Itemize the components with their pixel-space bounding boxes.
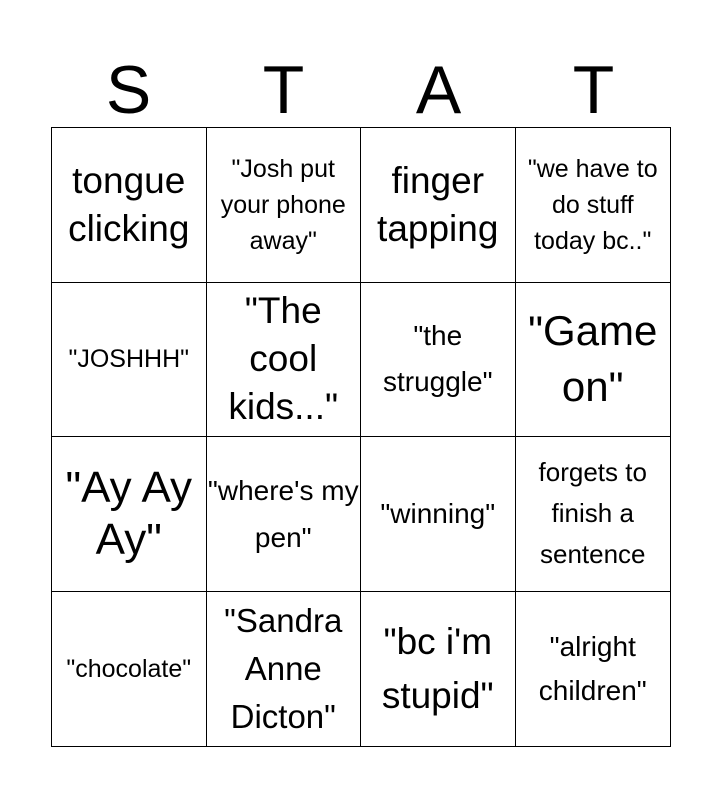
bingo-cell-text: "where's my pen" (207, 474, 359, 553)
bingo-cell[interactable] (207, 128, 362, 283)
bingo-cell[interactable] (516, 128, 671, 283)
bingo-cell[interactable] (361, 283, 516, 438)
bingo-cell-text: "bc i'm stupid" (381, 620, 494, 716)
bingo-cell-text: "Josh put your phone away" (220, 154, 346, 255)
bingo-cell[interactable] (516, 283, 671, 438)
bingo-cell-text: "Ay Ay Ay" (65, 462, 193, 564)
header-letter-t2: T (572, 52, 615, 128)
bingo-cell-text: finger tapping (377, 159, 499, 249)
bingo-cell-text: tongue clicking (68, 159, 190, 249)
bingo-cell-text: "JOSHHH" (68, 345, 190, 374)
bingo-cell[interactable] (516, 592, 671, 747)
bingo-cell[interactable] (207, 592, 362, 747)
header-letter-t: T (262, 52, 305, 128)
bingo-cell[interactable] (52, 437, 207, 592)
bingo-cell[interactable] (52, 128, 207, 283)
bingo-cell-text: "we have to do stuff today bc.." (527, 154, 658, 255)
bingo-board (51, 127, 671, 747)
bingo-cell-text: "alright children" (538, 630, 647, 706)
bingo-cell-text: "chocolate" (66, 654, 192, 683)
bingo-cell[interactable] (52, 592, 207, 747)
bingo-cell-text: "The cool kids..." (228, 290, 339, 428)
bingo-header (51, 52, 671, 128)
header-letter-s: S (105, 52, 152, 128)
bingo-cell[interactable] (52, 283, 207, 438)
bingo-cell[interactable] (207, 283, 362, 438)
bingo-cell[interactable] (361, 437, 516, 592)
bingo-cell[interactable] (361, 592, 516, 747)
bingo-cell-text: "Game on" (528, 307, 658, 411)
bingo-cell[interactable] (361, 128, 516, 283)
header-letter-a: A (415, 52, 462, 128)
bingo-cell-text: "the struggle" (382, 320, 493, 398)
bingo-cell-text: "Sandra Anne Dicton" (224, 601, 343, 735)
bingo-cell[interactable] (207, 437, 362, 592)
bingo-cell-text: forgets to finish a sentence (538, 457, 647, 570)
bingo-cell-text: "winning" (380, 498, 496, 530)
bingo-cell[interactable] (516, 437, 671, 592)
